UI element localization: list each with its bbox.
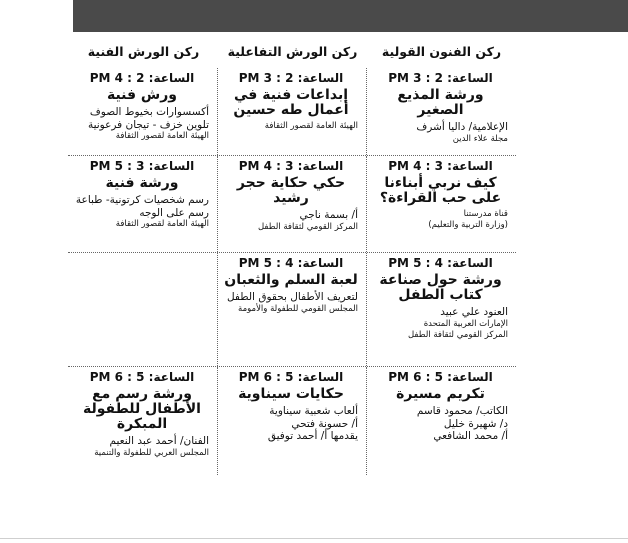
session-presenter: أ/ بسمة ناجي — [299, 209, 358, 221]
session-detail: رسم على الوجه — [139, 206, 209, 219]
session-organizer: المجلس العربي للطفولة والتنمية — [94, 447, 209, 458]
session-title: ورشة حول صناعة كتاب الطفل — [379, 272, 502, 303]
session-presenter: الإعلامية/ داليا أشرف — [416, 121, 508, 133]
session-cell — [367, 156, 516, 252]
session-organizer: قناة مدرستنا — [463, 209, 508, 219]
session-detail: رسم شخصيات كرتونية- طباعة — [75, 194, 209, 206]
session-organizer: الهيئة العامة لقصور الثقافة — [115, 131, 209, 141]
session-cell — [367, 367, 516, 475]
session-presenter: د/ شهيرة خليل — [443, 417, 508, 430]
session-time: الساعة: 3 : 4 PM — [388, 159, 493, 173]
session-title: لعبة السلم والثعبان — [224, 272, 358, 288]
schedule-row — [68, 367, 516, 475]
bottom-divider — [0, 538, 628, 539]
session-time: الساعة: 3 : 5 PM — [89, 159, 195, 173]
session-detail: تلوين خزف - تيجان فرعونية — [87, 118, 209, 131]
session-organizer: المركز القومي لثقافة الطفل — [257, 221, 358, 232]
schedule-row — [68, 156, 516, 253]
session-title: حكي حكاية حجر رشيد — [236, 175, 346, 206]
column-header-art-workshops: ركن الورش الفنية — [87, 44, 200, 59]
session-time: الساعة: 5 : 6 PM — [388, 370, 493, 384]
session-cell — [69, 367, 218, 475]
session-time: الساعة: 3 : 4 PM — [238, 159, 344, 173]
session-cell — [367, 68, 516, 155]
schedule-grid — [68, 36, 516, 475]
session-presenter: الفنان/ أحمد عبد النعيم — [109, 435, 209, 447]
session-title: تكريم مسيرة — [396, 386, 485, 402]
column-headers — [68, 36, 516, 68]
session-title: كيف نربي أبناءنا على حب القراءة؟ — [379, 175, 502, 206]
schedule-row — [68, 253, 516, 367]
session-organizer: المركز القومي لثقافة الطفل — [407, 329, 508, 340]
session-cell — [218, 253, 367, 366]
session-cell — [218, 156, 367, 252]
session-time: الساعة: 5 : 6 PM — [238, 370, 344, 384]
session-title: ورشة فنية — [105, 175, 179, 191]
empty-cell — [69, 253, 218, 366]
session-time: الساعة: 4 : 5 PM — [388, 256, 493, 270]
column-header-oral-arts: ركن الفنون القولية — [381, 44, 502, 59]
session-title: ورش فنية — [106, 87, 178, 103]
session-title: إبداعات فنية في أعمال طه حسين — [233, 87, 349, 118]
session-presenter: الكاتب/ محمود قاسم — [416, 405, 508, 417]
session-presenter: أ/ محمد الشافعي — [433, 430, 508, 442]
session-organizer: الهيئة العامة لقصور الثقافة — [115, 219, 209, 229]
session-organizer: الإمارات العربية المتحدة — [423, 318, 508, 329]
session-cell — [69, 156, 218, 252]
session-cell — [218, 68, 367, 155]
session-time: الساعة: 2 : 4 PM — [89, 71, 195, 85]
session-detail: أكسسوارات بخيوط الصوف — [89, 106, 209, 118]
session-detail: ألعاب شعبية سيناوية — [269, 405, 358, 417]
session-time: الساعة: 2 : 3 PM — [238, 71, 344, 85]
session-organizer: مجلة علاء الدين — [452, 133, 508, 144]
session-presenter: العنود علي عبيد — [440, 306, 508, 318]
session-time: الساعة: 4 : 5 PM — [238, 256, 344, 270]
column-header-interactive-workshops: ركن الورش التفاعلية — [227, 44, 358, 59]
top-header-bar — [73, 0, 628, 32]
session-cell — [69, 68, 218, 155]
session-title: ورشة رسم مع الأطفال للطفولة المبكرة — [83, 386, 201, 432]
session-title: حكايات سيناوية — [238, 386, 344, 402]
session-cell — [367, 253, 516, 366]
session-organizer: (وزارة التربية والتعليم) — [428, 220, 508, 230]
session-cell — [218, 367, 367, 475]
schedule-row — [68, 68, 516, 156]
session-time: الساعة: 2 : 3 PM — [388, 71, 493, 85]
session-presenter: أ/ حسونة فتحي — [291, 417, 358, 430]
session-title: ورشة المذيع الصغير — [397, 87, 484, 118]
session-presenter: يقدمها أ/ أحمد توفيق — [267, 430, 358, 442]
session-detail: لتعريف الأطفال بحقوق الطفل — [226, 291, 358, 303]
session-organizer: المجلس القومي للطفولة والأمومة — [238, 303, 358, 314]
session-time: الساعة: 5 : 6 PM — [89, 370, 195, 384]
session-organizer: الهيئة العامة لقصور الثقافة — [264, 121, 358, 131]
